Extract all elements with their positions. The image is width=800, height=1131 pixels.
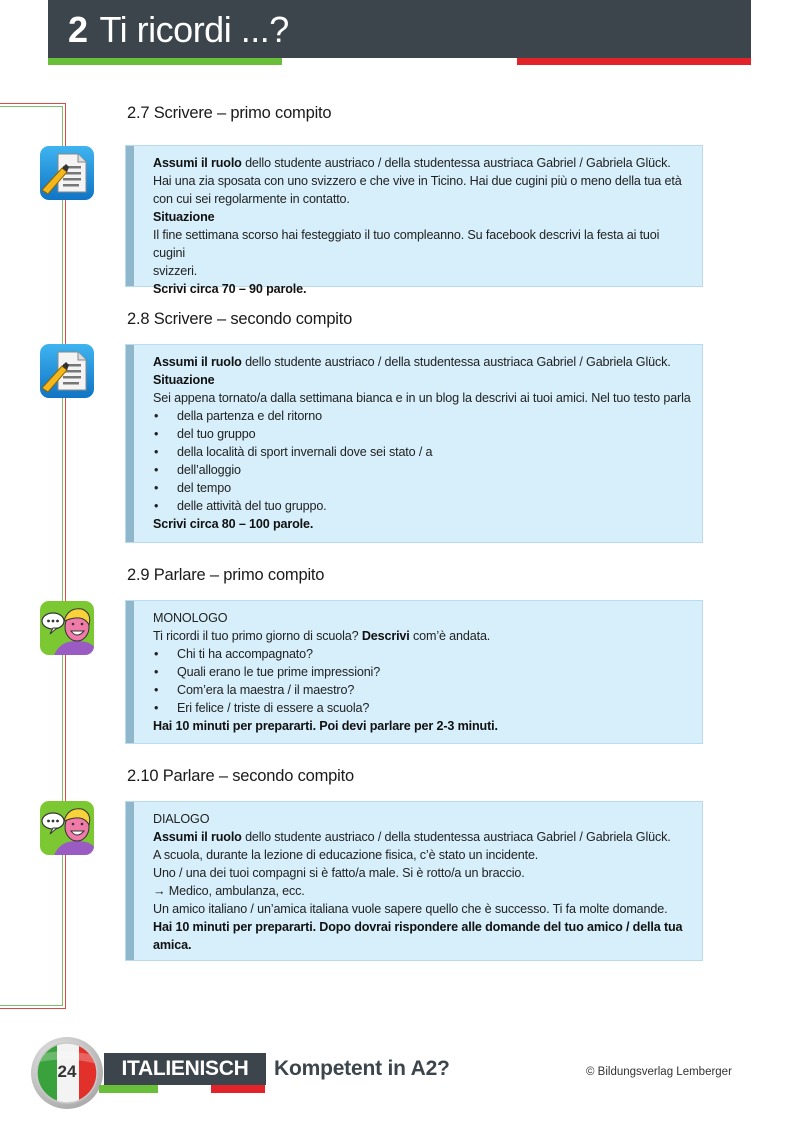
task-line: Un amico italiano / un’amica italiana vuole sapere quello che è successo. Ti fa molte domande. <box>153 902 668 916</box>
series-tagline: Kompetent in A2? <box>274 1057 450 1080</box>
word-count-instruction: Scrivi circa 70 – 90 parole. <box>153 282 307 296</box>
bullet-item: • Com’era la maestra / il maestro? <box>153 681 692 699</box>
chapter-header <box>48 0 751 58</box>
chapter-title-text: Ti ricordi ...? <box>99 9 289 50</box>
copyright-notice: © Bildungsverlag Lemberger <box>586 1066 732 1078</box>
footer-green-stripe <box>99 1085 158 1093</box>
writing-document-icon <box>40 146 94 200</box>
task-line: Hai una zia sposata con uno svizzero e che vive in Ticino. Hai due cugini più o meno della tua età <box>153 174 682 188</box>
page-number-badge <box>30 1036 104 1110</box>
word-count-instruction: Scrivi circa 80 – 100 parole. <box>153 517 314 531</box>
bullet-item: • della località di sport invernali dove sei stato / a <box>153 443 692 461</box>
bullet-item: • del tuo gruppo <box>153 425 692 443</box>
section-title-2-10: 2.10 Parlare – secondo compito <box>127 767 354 785</box>
header-green-stripe <box>48 58 282 65</box>
situation-heading: Situazione <box>153 373 215 387</box>
bullet-item: • del tempo <box>153 479 692 497</box>
writing-document-icon <box>40 344 94 398</box>
section-title-2-7: 2.7 Scrivere – primo compito <box>127 104 332 122</box>
section-title-2-9: 2.9 Parlare – primo compito <box>127 566 325 584</box>
footer-red-stripe <box>211 1085 265 1093</box>
task-line: Il fine settimana scorso hai festeggiato il tuo compleanno. Su facebook descrivi la festa ai tuoi cugini <box>153 228 660 260</box>
brand-label: ITALIENISCH <box>104 1053 266 1085</box>
task-line: Assumi il ruolo dello studente austriaco / della studentessa austriaca Gabriel / Gabriela Glück. <box>153 830 671 844</box>
bullet-item: • Chi ti ha accompagnato? <box>153 645 692 663</box>
chapter-number: 2 <box>68 9 88 50</box>
task-box-2-10 <box>125 801 703 961</box>
left-frame-green-line <box>0 106 63 1006</box>
task-box-2-8 <box>125 344 703 543</box>
task-line: A scuola, durante la lezione di educazione fisica, c’è stato un incidente. <box>153 848 539 862</box>
bullet-item: • Eri felice / triste di essere a scuola? <box>153 699 692 717</box>
task-line: Assumi il ruolo dello studente austriaco / della studentessa austriaca Gabriel / Gabriela Glück. <box>153 355 671 369</box>
bullet-item: • Quali erano le tue prime impressioni? <box>153 663 692 681</box>
task-type-label: MONOLOGO <box>153 611 228 625</box>
speaking-person-icon <box>40 801 94 855</box>
task-line: → Medico, ambulanza, ecc. <box>153 884 305 898</box>
time-instruction: Hai 10 minuti per prepararti. Dopo dovrai rispondere alle domande del tuo amico / della tua <box>153 920 683 934</box>
task-type-label: DIALOGO <box>153 812 210 826</box>
task-line: Uno / una dei tuoi compagni si è fatto/a male. Si è rotto/a un braccio. <box>153 866 525 880</box>
page-number: 24 <box>57 1062 77 1081</box>
bullet-item: • dell’alloggio <box>153 461 692 479</box>
chapter-title <box>68 8 289 52</box>
task-line: Ti ricordi il tuo primo giorno di scuola? Descrivi com’è andata. <box>153 629 491 643</box>
time-instruction: amica. <box>153 938 192 952</box>
bullet-item: • della partenza e del ritorno <box>153 407 692 425</box>
task-line: svizzeri. <box>153 264 198 278</box>
situation-heading: Situazione <box>153 210 215 224</box>
task-line: Assumi il ruolo dello studente austriaco / della studentessa austriaca Gabriel / Gabriela Glück. <box>153 156 671 170</box>
time-instruction: Hai 10 minuti per prepararti. Poi devi parlare per 2-3 minuti. <box>153 719 498 733</box>
task-line: Sei appena tornato/a dalla settimana bianca e in un blog la descrivi ai tuoi amici. Nel tuo testo parla <box>153 391 691 405</box>
header-red-stripe <box>517 58 751 65</box>
task-box-2-9 <box>125 600 703 744</box>
speaking-person-icon <box>40 601 94 655</box>
task-box-2-7 <box>125 145 703 296</box>
bullet-item: • delle attività del tuo gruppo. <box>153 497 692 515</box>
section-title-2-8: 2.8 Scrivere – secondo compito <box>127 310 353 328</box>
task-line: con cui sei regolarmente in contatto. <box>153 192 350 206</box>
